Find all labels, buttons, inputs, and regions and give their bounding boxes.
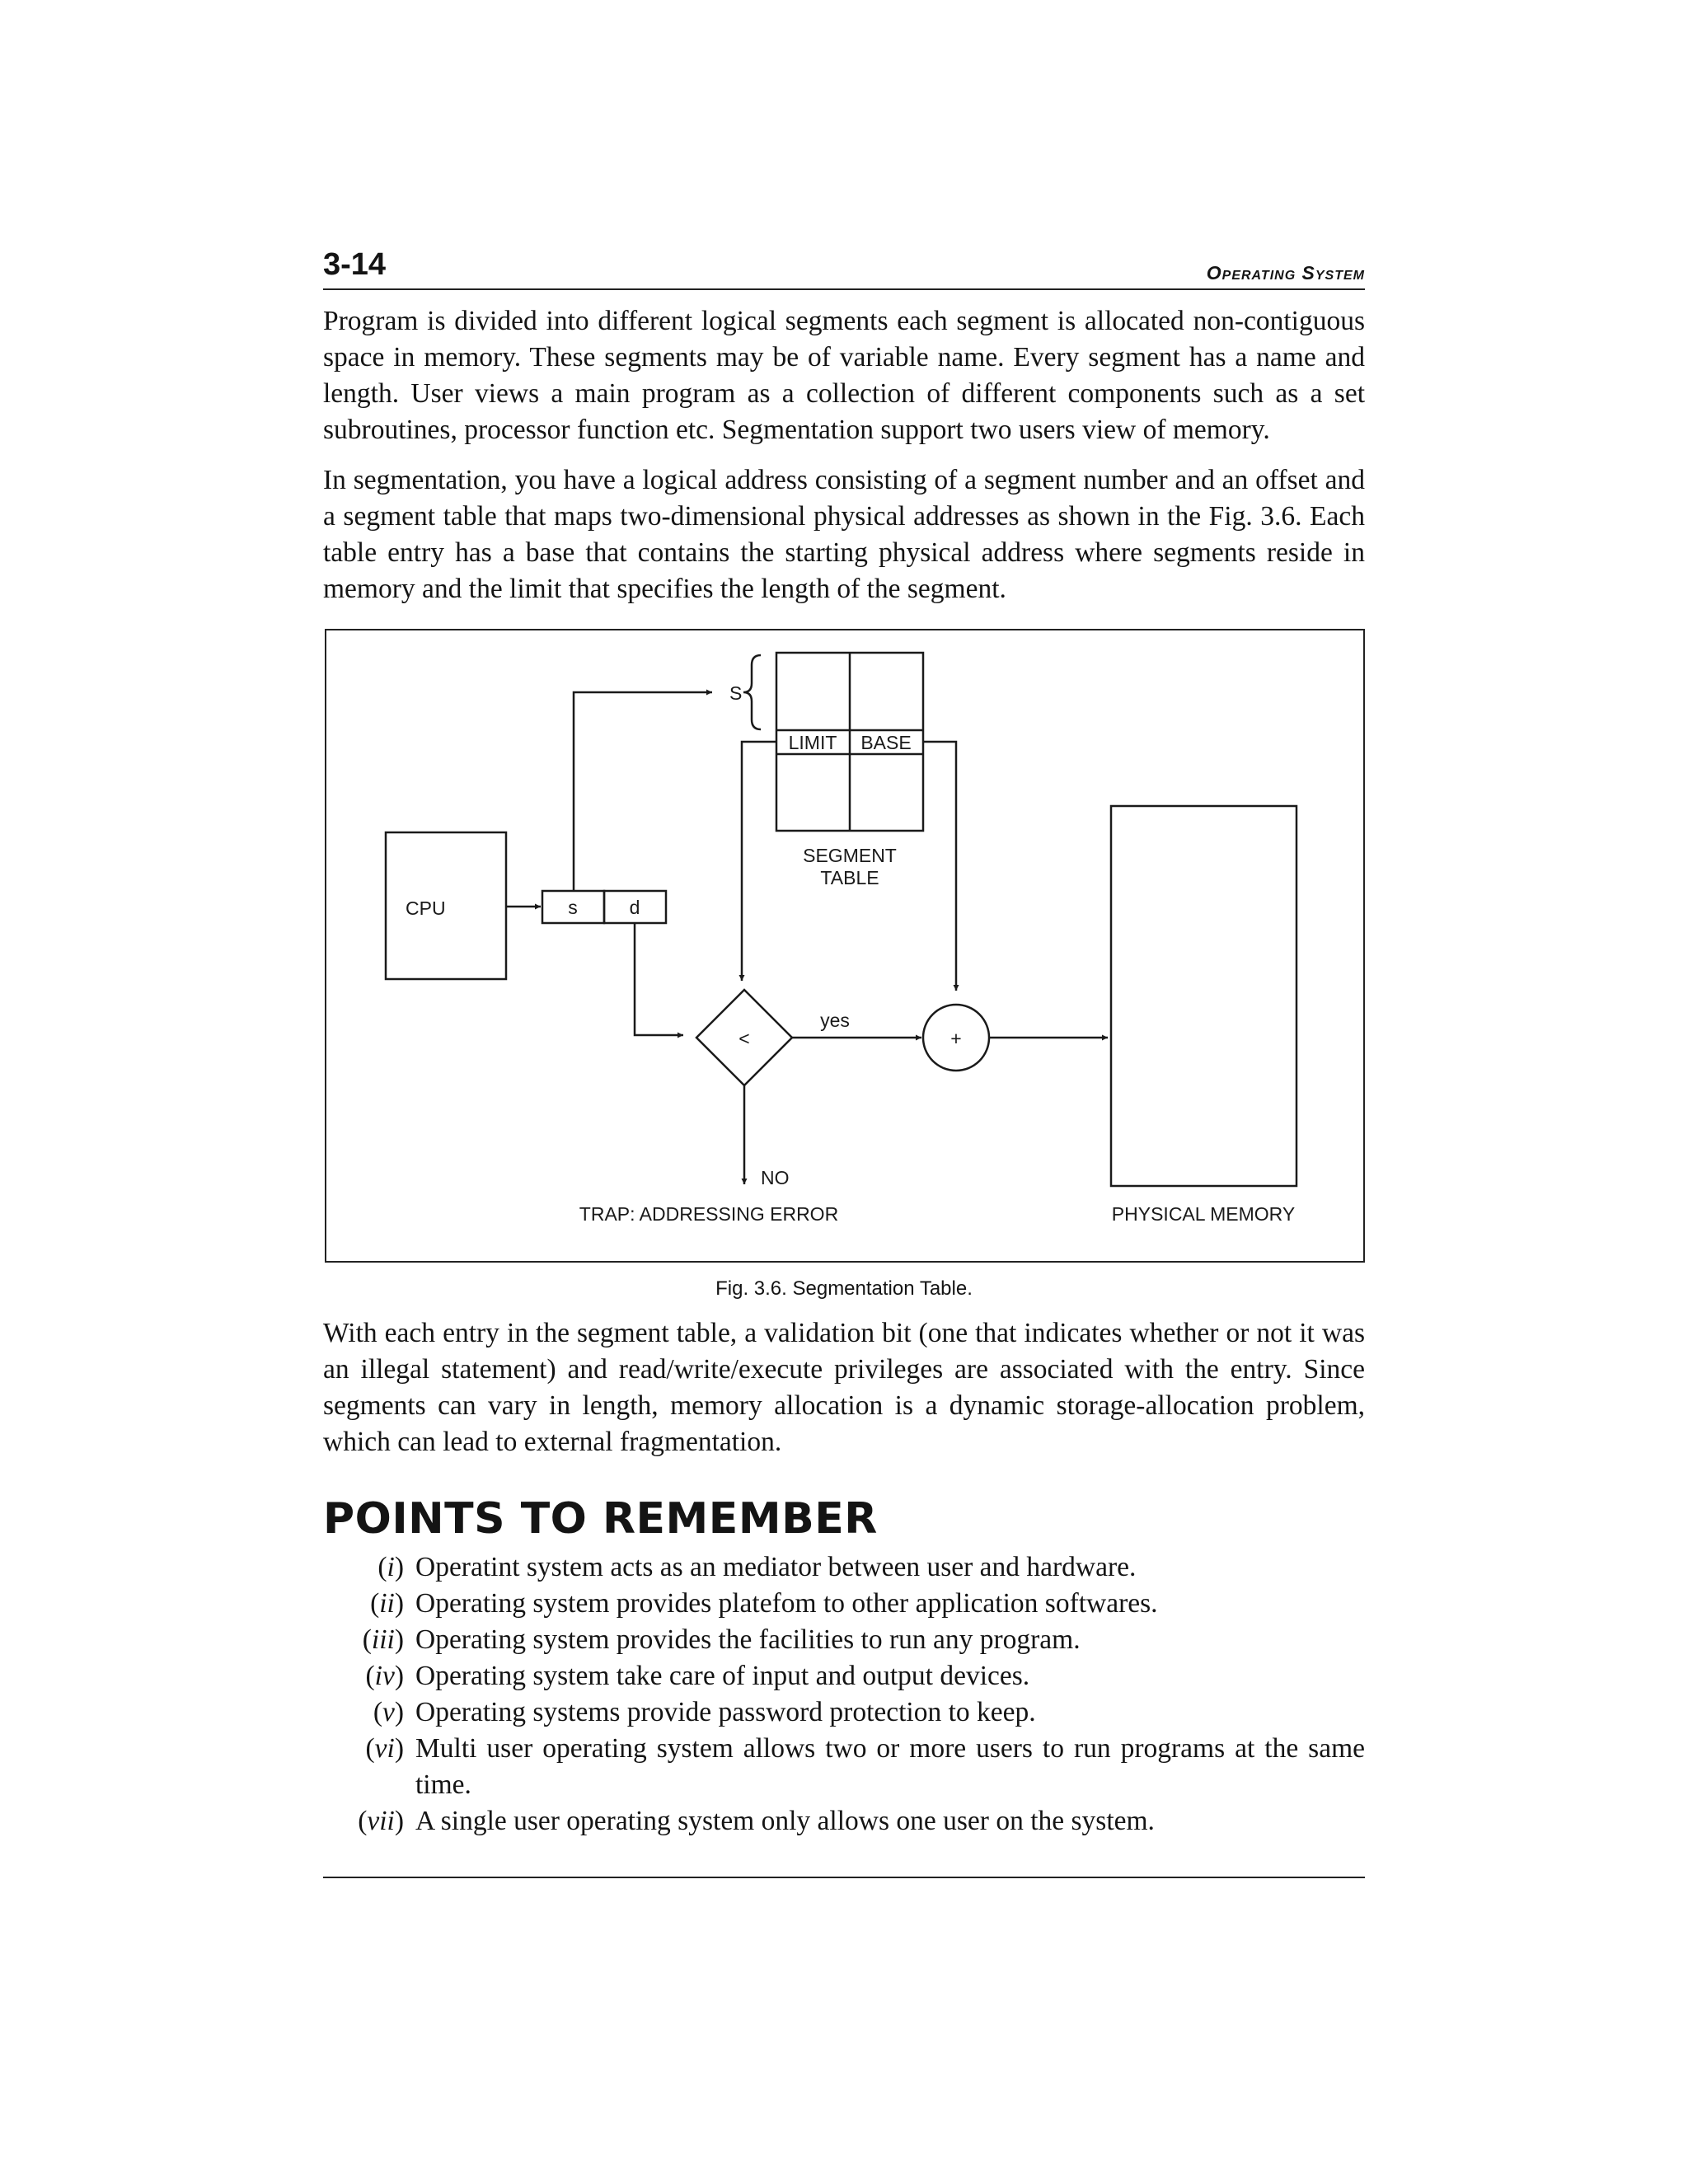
list-item-number: v — [382, 1697, 395, 1727]
list-item-number: vii — [367, 1806, 395, 1836]
figure-caption: Fig. 3.6. Segmentation Table. — [715, 1277, 973, 1300]
yes-label: yes — [820, 1010, 850, 1031]
list-item: (v) Operating systems provide password protection to keep. — [323, 1694, 1365, 1731]
header-rule — [323, 288, 1365, 290]
list-item: (i) Operatint system acts as an mediator between user and hardware. — [323, 1549, 1365, 1586]
segmentation-figure — [325, 629, 1365, 1263]
running-head: Operating System — [1206, 262, 1365, 284]
list-item-text: Operating system take care of input and output devices. — [415, 1661, 1030, 1691]
compare-label: < — [738, 1028, 750, 1049]
list-item-number: ii — [379, 1588, 395, 1619]
list-item-text: Operating system provides the facilities to run any program. — [415, 1624, 1081, 1655]
section-heading: POINTS TO REMEMBER — [323, 1494, 878, 1544]
cpu-box — [386, 832, 506, 979]
physical-memory-label: PHYSICAL MEMORY — [1111, 1203, 1296, 1225]
paragraph-validation-bit: With each entry in the segment table, a validation bit (one that indicates whether or not it was an illegal statement) and read/write/execute privileges are associated with the entry. Since segments can vary in length, memory allocation is a dynamic storage-allocation problem, which can lead to external fragmentation. — [323, 1318, 1365, 1457]
address-d-label: d — [629, 897, 640, 918]
list-item-number: vi — [374, 1733, 395, 1764]
list-item-text: Operatint system acts as an mediator between user and hardware. — [415, 1552, 1137, 1582]
adder-label: + — [950, 1028, 962, 1049]
list-item: (vii) A single user operating system only allows one user on the system. — [323, 1803, 1365, 1840]
segment-brace — [743, 655, 761, 729]
segment-selector-label: S — [729, 682, 743, 704]
list-item: (iii) Operating system provides the facilities to run any program. — [323, 1622, 1365, 1658]
list-item-text: Operating systems provide password protection to keep. — [415, 1697, 1036, 1727]
list-item-number: i — [387, 1552, 395, 1582]
segment-number-arrow — [574, 692, 712, 891]
list-item-number: iv — [374, 1661, 395, 1691]
limit-label: LIMIT — [788, 732, 837, 753]
paragraph-segmentation-intro: Program is divided into different logical segments each segment is allocated non-contiguous space in memory. These segments may be of variable name. Every segment has a name and length. User views a main program as a collection of different components such as a set subroutines, processor function etc. Segmentation support two users view of memory. — [323, 306, 1365, 445]
page-number: 3-14 — [323, 247, 387, 282]
list-item: (iv) Operating system take care of input and output devices. — [323, 1658, 1365, 1694]
offset-arrow — [635, 923, 683, 1035]
physical-memory-box — [1111, 806, 1296, 1186]
no-label: NO — [761, 1167, 790, 1188]
list-item-text: Multi user operating system allows two or more users to run programs at the same time. — [415, 1733, 1365, 1800]
base-label: BASE — [860, 732, 912, 753]
list-item-number: iii — [371, 1624, 395, 1655]
list-item: (vi) Multi user operating system allows two or more users to run programs at the same time. — [323, 1731, 1365, 1803]
footer-rule — [323, 1877, 1365, 1878]
points-list — [323, 1549, 1365, 1840]
cpu-label: CPU — [406, 898, 446, 919]
base-arrow — [923, 742, 956, 991]
address-s-label: s — [568, 897, 578, 918]
list-item-text: Operating system provides platefom to other application softwares. — [415, 1588, 1158, 1619]
list-item: (ii) Operating system provides platefom to other application softwares. — [323, 1586, 1365, 1622]
trap-label: TRAP: ADDRESSING ERROR — [579, 1203, 839, 1225]
segment-table-label-line2: TABLE — [820, 867, 879, 888]
segmentation-diagram — [326, 630, 1367, 1264]
limit-arrow — [742, 742, 776, 981]
list-item-text: A single user operating system only allows one user on the system. — [415, 1806, 1155, 1836]
segment-table-label-line1: SEGMENT — [803, 845, 897, 866]
paragraph-logical-address: In segmentation, you have a logical address consisting of a segment number and an offset and a segment table that maps two-dimensional physical addresses as shown in the Fig. 3.6. Each table entry has a base that contains the starting physical address where segments reside in memory and the limit that specifies the length of the segment. — [323, 465, 1365, 604]
